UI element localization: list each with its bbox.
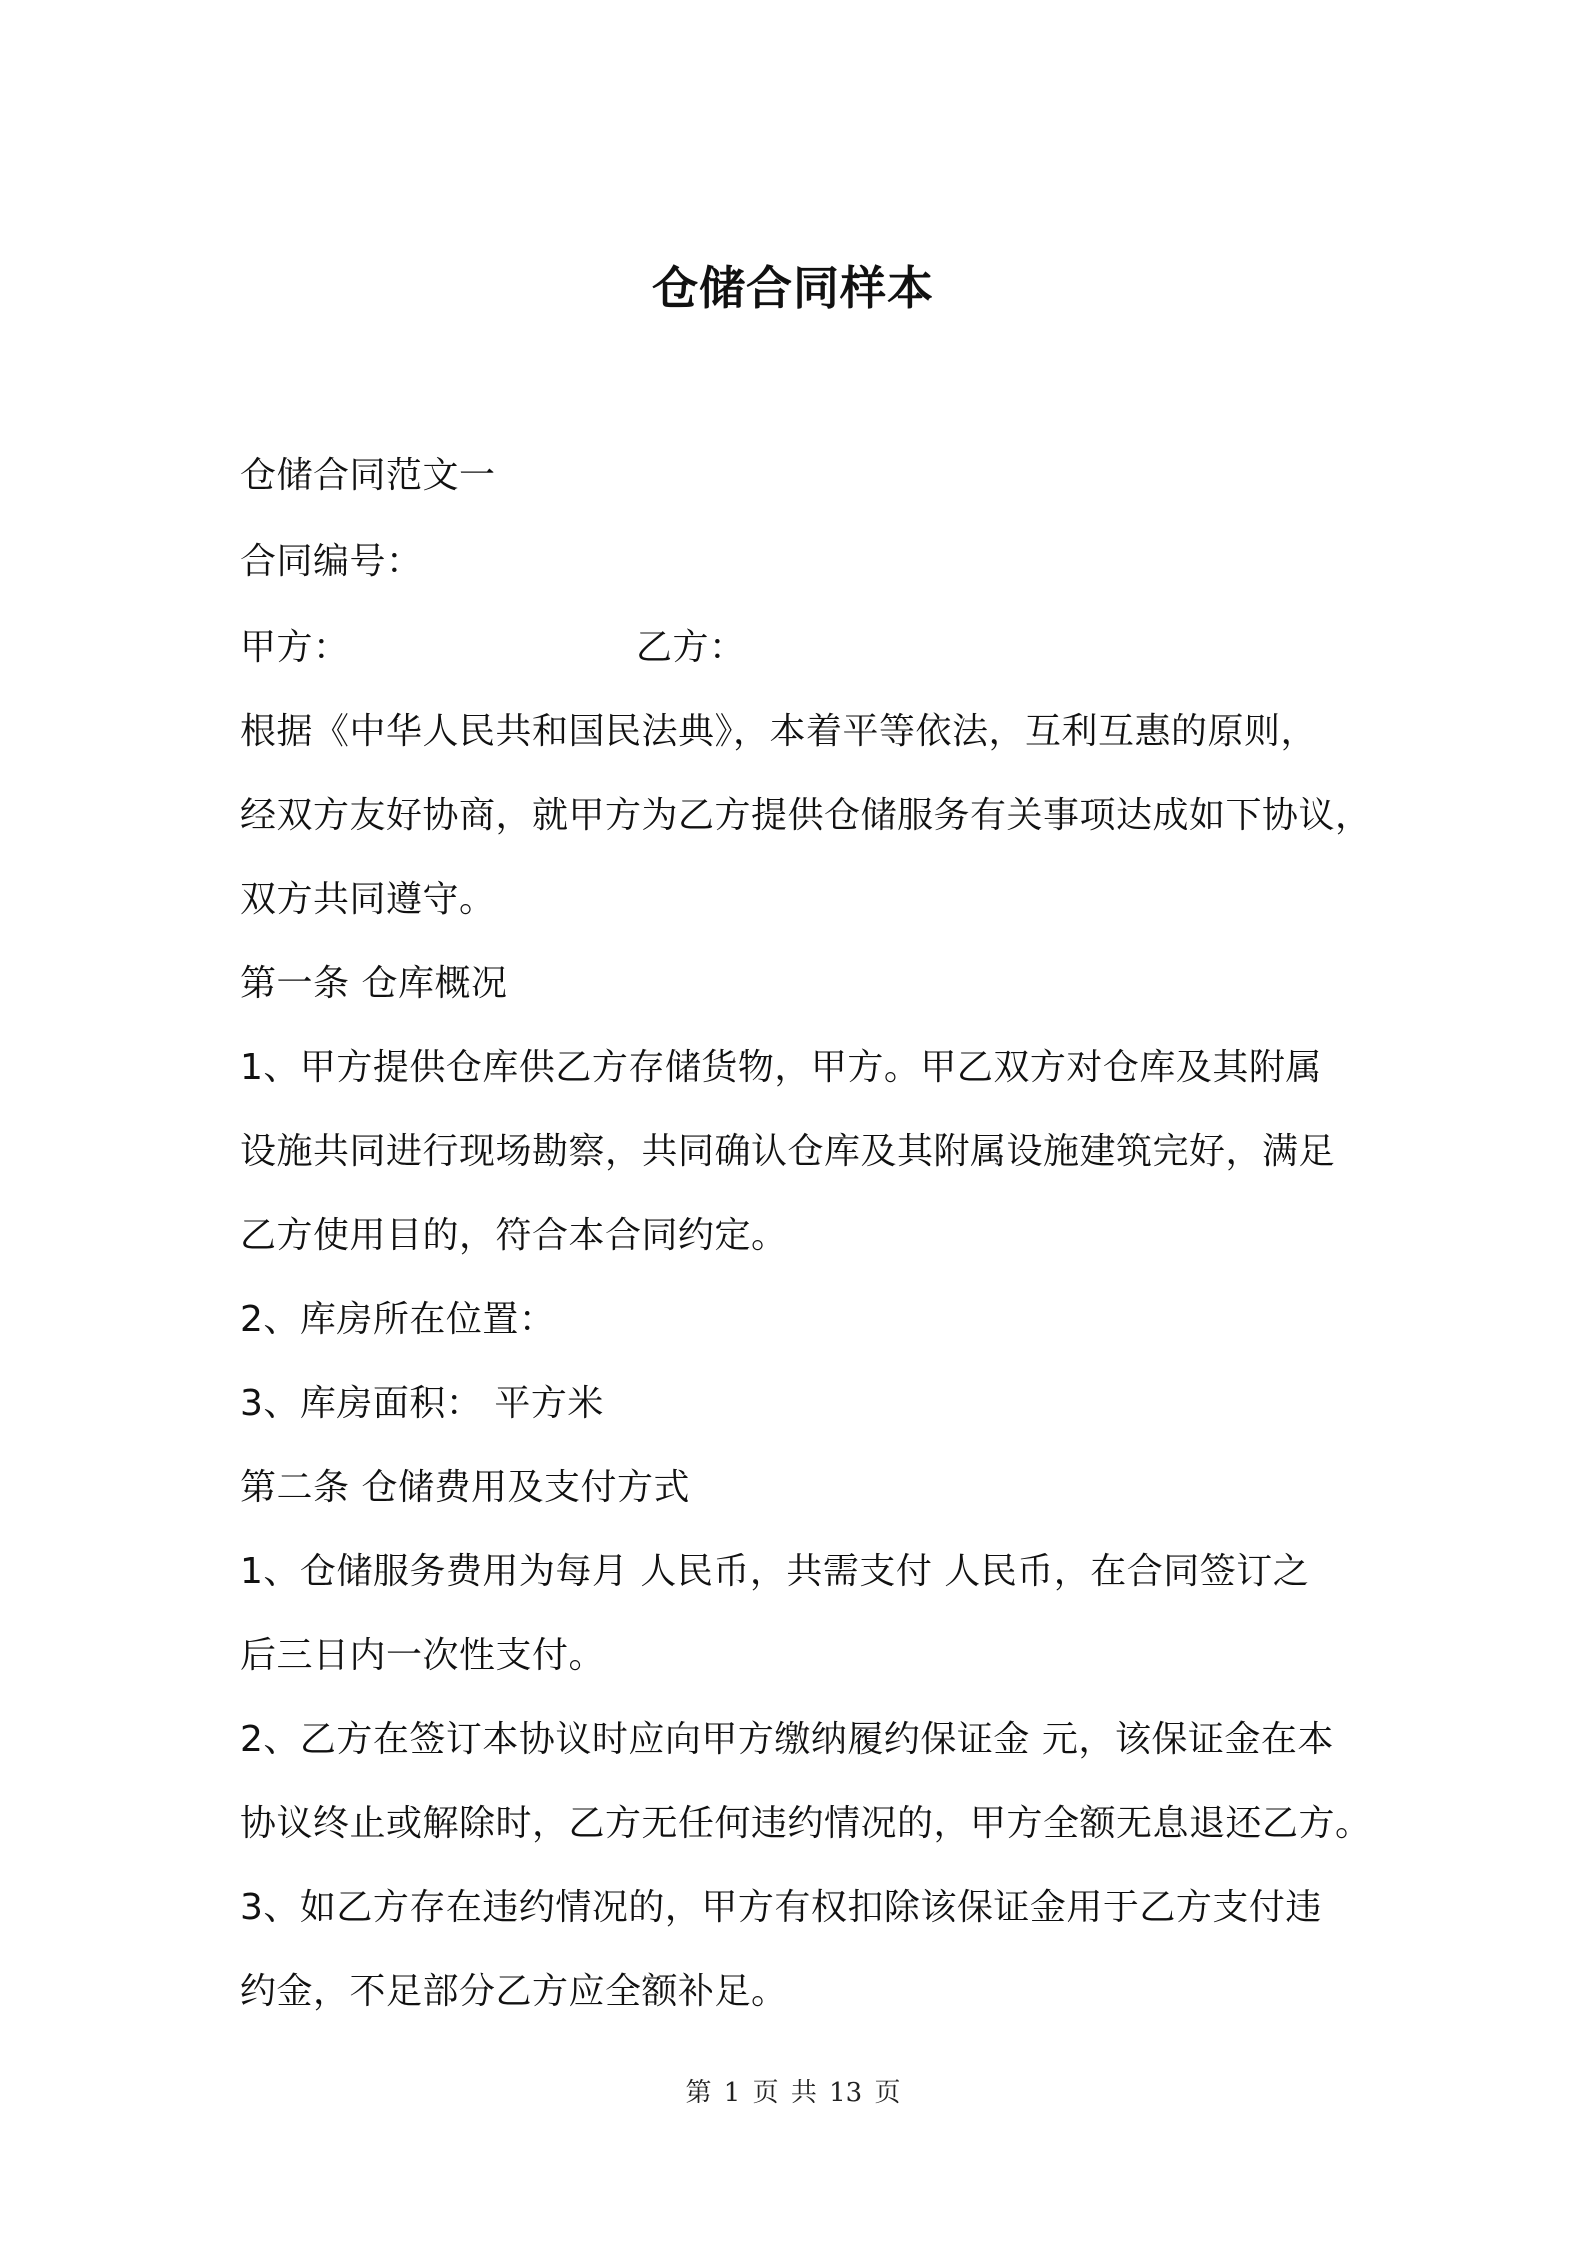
paragraph-line: 设施共同进行现场勘察，共同确认仓库及其附属设施建筑完好，满足 (240, 1131, 1336, 1172)
paragraph-line: 1、仓储服务费用为每月 人民币，共需支付 人民币，在合同签订之 (240, 1551, 1310, 1592)
paragraph-line: 2、库房所在位置： (240, 1299, 556, 1340)
paragraph-line: 乙方使用目的，符合本合同约定。 (240, 1215, 788, 1256)
article-heading: 第一条 仓库概况 (240, 963, 508, 1004)
paragraph-line: 根据《中华人民共和国民法典》，本着平等依法，互利互惠的原则， (240, 711, 1318, 752)
paragraph-line: 3、库房面积： 平方米 (240, 1383, 604, 1424)
section-heading: 仓储合同范文一 (240, 455, 496, 496)
paragraph-line: 约金，不足部分乙方应全额补足。 (240, 1971, 788, 2012)
paragraph-line: 2、乙方在签订本协议时应向甲方缴纳履约保证金 元，该保证金在本 (240, 1719, 1334, 1760)
contract-number-line: 合同编号： (240, 541, 423, 582)
paragraph-line: 1、甲方提供仓库供乙方存储货物，甲方。甲乙双方对仓库及其附属 (240, 1047, 1322, 1088)
document-title: 仓储合同样本 (652, 261, 934, 315)
party-b-label: 乙方： (636, 627, 746, 668)
paragraph-line: 经双方友好协商，就甲方为乙方提供仓储服务有关事项达成如下协议， (240, 795, 1372, 836)
article-heading: 第二条 仓储费用及支付方式 (240, 1467, 690, 1508)
party-a-label: 甲方： (240, 627, 350, 668)
paragraph-line: 3、如乙方存在违约情况的，甲方有权扣除该保证金用于乙方支付违 (240, 1887, 1322, 1928)
paragraph-line: 双方共同遵守。 (240, 879, 496, 920)
page-number: 第 1 页 共 13 页 (685, 2078, 901, 2108)
paragraph-line: 后三日内一次性支付。 (240, 1635, 606, 1676)
paragraph-line: 协议终止或解除时，乙方无任何违约情况的，甲方全额无息退还乙方。 (240, 1803, 1372, 1844)
